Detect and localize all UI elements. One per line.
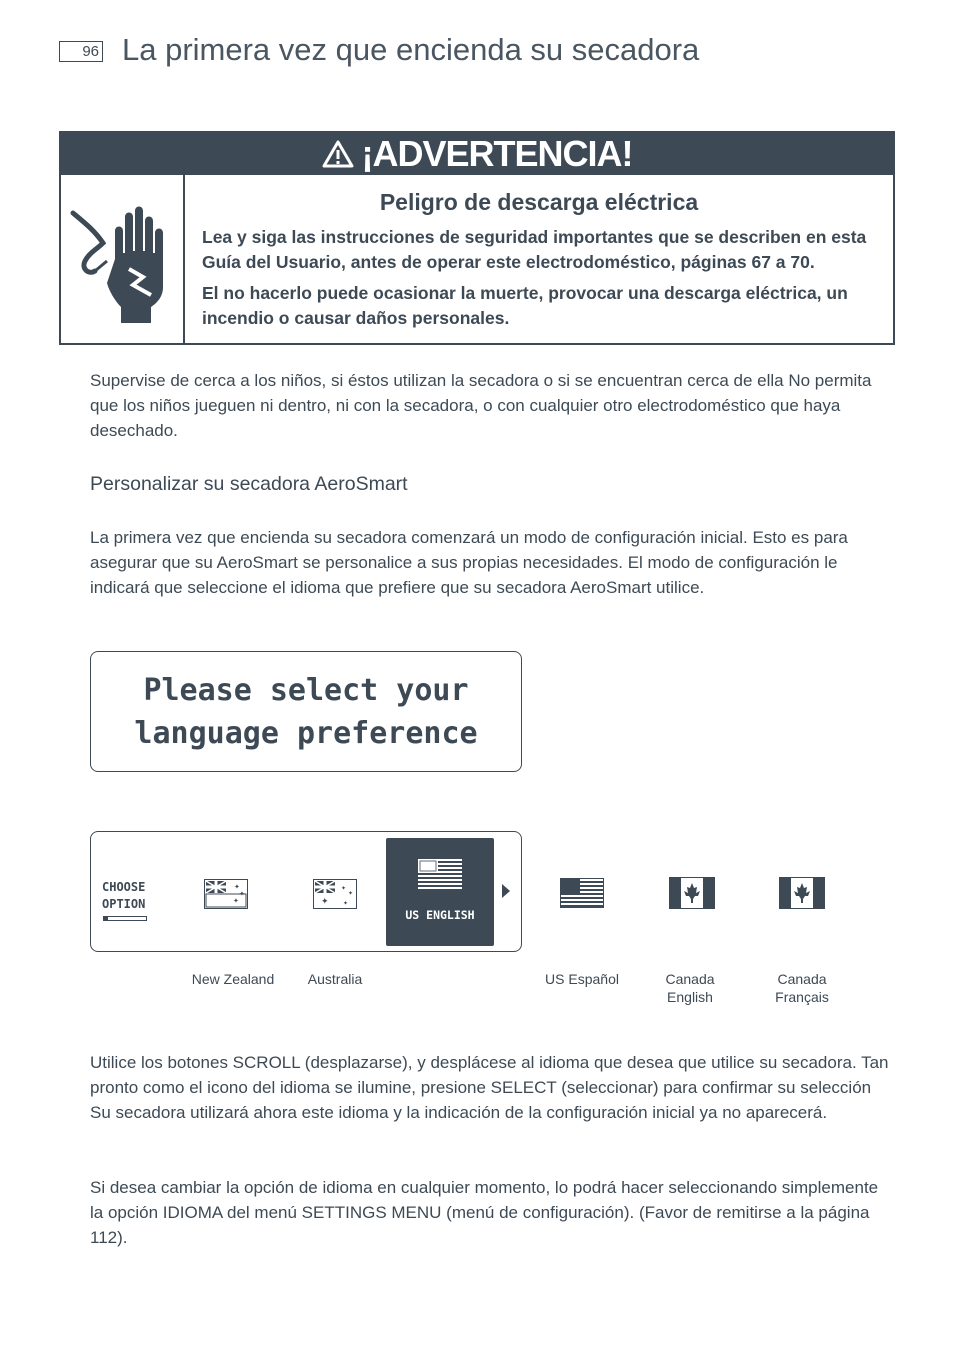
selected-language-label: US ENGLISH <box>405 908 475 922</box>
svg-text:✦: ✦ <box>233 898 239 905</box>
display-line: language preference <box>134 715 478 751</box>
intro-paragraph: Supervise de cerca a los niños, si éstos utilizan la secadora o si se encuentran cerca de ella No permita que los niños jueguen ni dentro, ni con la secadora, o con cualquier otro electrodoméstico que haya desechado. <box>90 371 872 440</box>
scroll-right-arrow-icon[interactable] <box>500 883 512 899</box>
electric-shock-hand-icon <box>67 191 177 331</box>
section-paragraph: La primera vez que encienda su secadora comenzará un modo de configuración inicial. Esto es para asegurar que su AeroSmart se personalice a sus propias necesidades. El modo de configuración le indicará que seleccione el idioma que prefiere que su secadora AeroSmart utilice. <box>90 528 848 597</box>
warning-subtitle: Peligro de descarga eléctrica <box>379 189 699 215</box>
choose-option-label: CHOOSE OPTION <box>102 880 146 911</box>
settings-paragraph: Si desea cambiar la opción de idioma en cualquier momento, lo podrá hacer seleccionando simplemente la opción IDIOMA del menú SETTINGS MENU (menú de configuración). (Favor de remitirse a la página 112). <box>90 1178 879 1247</box>
svg-text:✦: ✦ <box>234 884 240 891</box>
warning-paragraph: Lea y siga las instrucciones de seguridad importantes que se describen en esta Guía del Usuario, antes de operar este electrodoméstico, páginas 67 a 70. <box>202 227 867 272</box>
flag-label: Canada Français <box>775 971 829 1005</box>
flag-label: Canada English <box>665 971 715 1005</box>
warning-heading: ¡ADVERTENCIA! <box>361 133 633 174</box>
display-line: Please select your <box>143 672 469 708</box>
us-flag-icon[interactable] <box>560 878 604 908</box>
flag-label: New Zealand <box>191 971 275 987</box>
warning-triangle-icon <box>322 140 354 168</box>
svg-text:✦: ✦ <box>321 896 329 906</box>
new-zealand-flag-icon[interactable] <box>204 879 248 909</box>
canada-flag-icon[interactable] <box>669 877 715 909</box>
svg-text:✦: ✦ <box>341 886 347 892</box>
language-prompt-display <box>90 651 522 772</box>
scroll-progress-bar <box>103 916 147 921</box>
warning-header <box>61 133 893 175</box>
instructions-paragraph: Utilice los botones SCROLL (desplazarse), y desplácese al idioma que desea que utilice su secadora. Tan pronto como el icono del idioma se ilumine, presione SELECT (seleccionar) para confirmar su selección Su secadora utilizará ahora este idioma y la indicación de la configuración inicial ya no aparecerá. <box>90 1053 889 1122</box>
us-flag-icon <box>418 859 462 889</box>
svg-text:✦: ✦ <box>343 901 349 907</box>
selected-language-tile[interactable] <box>386 838 494 946</box>
flag-label: US Español <box>545 971 619 987</box>
page-title: La primera vez que encienda su secadora <box>122 32 700 67</box>
warning-box <box>59 131 895 345</box>
section-heading: Personalizar su secadora AeroSmart <box>90 473 408 495</box>
warning-icon-cell <box>61 175 185 343</box>
language-selector <box>90 831 522 952</box>
warning-paragraph: El no hacerlo puede ocasionar la muerte, provocar una descarga eléctrica, un incendio o causar daños personales. <box>202 283 848 328</box>
australia-flag-icon[interactable] <box>313 879 357 909</box>
svg-text:✦: ✦ <box>348 891 354 897</box>
svg-text:✦: ✦ <box>239 891 245 898</box>
canada-flag-icon[interactable] <box>779 877 825 909</box>
flag-label: Australia <box>307 971 363 987</box>
page-number: 96 <box>59 41 103 62</box>
